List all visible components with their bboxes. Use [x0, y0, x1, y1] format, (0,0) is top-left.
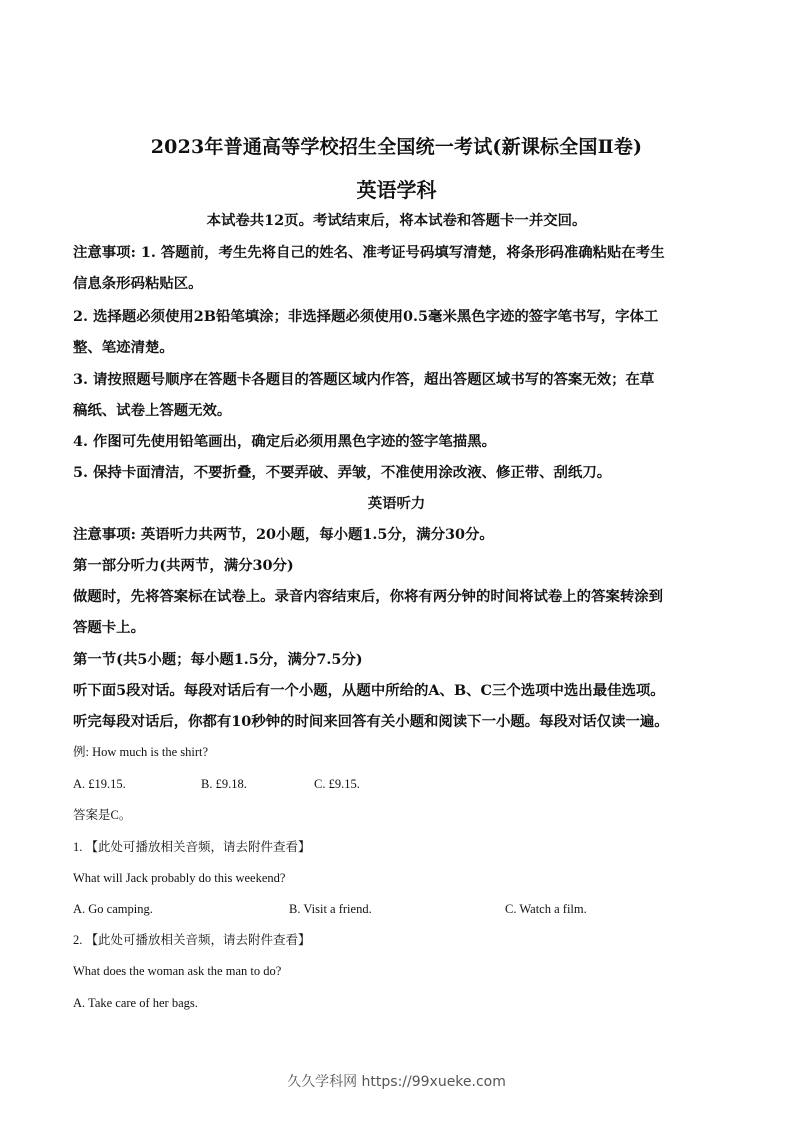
transfer-line-2: 答题卡上。	[73, 619, 145, 636]
note-4: 4. 作图可先使用铅笔画出，确定后必须用黑色字迹的签字笔描黑。	[73, 433, 496, 450]
question-2-audio-note: 2. 【此处可播放相关音频，请去附件查看】	[73, 933, 311, 947]
question-2-text: What does the woman ask the man to do?	[73, 964, 282, 978]
note-3-line-1: 3. 请按照题号顺序在答题卡各题目的答题区域内作答，超出答题区域书写的答案无效；在草	[73, 371, 655, 388]
listening-heading: 英语听力	[367, 495, 426, 512]
example-option-a: A. £19.15.	[73, 777, 126, 791]
listening-note: 注意事项: 英语听力共两节，20小题，每小题1.5分，满分30分。	[73, 526, 494, 543]
note-5: 5. 保持卡面清洁，不要折叠，不要弄破、弄皱，不准使用涂改液、修正带、刮纸刀。	[73, 464, 612, 481]
question-2-option-a: A. Take care of her bags.	[73, 996, 198, 1010]
part-1-heading: 第一部分听力(共两节，满分30分)	[73, 557, 294, 574]
directions-line-1: 听下面5段对话。每段对话后有一个小题，从题中所给的A、B、C三个选项中选出最佳选项。	[73, 682, 665, 699]
example-answer: 答案是C。	[73, 808, 132, 822]
exam-summary: 本试卷共12页。考试结束后，将本试卷和答题卡一并交回。	[206, 212, 587, 229]
note-2-line-1: 2. 选择题必须使用2B铅笔填涂；非选择题必须使用0.5毫米黑色字迹的签字笔书写，字体工	[73, 308, 659, 325]
section-1-heading: 第一节(共5小题；每小题1.5分，满分7.5分)	[73, 651, 363, 668]
example-option-c: C. £9.15.	[314, 777, 360, 791]
question-1-audio-note: 1. 【此处可播放相关音频，请去附件查看】	[73, 840, 311, 854]
note-1-line-2: 信息条形码粘贴区。	[73, 275, 203, 292]
note-2-line-2: 整、笔迹清楚。	[73, 339, 174, 356]
question-1-option-c: C. Watch a film.	[505, 902, 587, 916]
question-1-text: What will Jack probably do this weekend?	[73, 871, 286, 885]
subject-heading: 英语学科	[356, 178, 437, 202]
directions-line-2: 听完每段对话后，你都有10秒钟的时间来回答有关小题和阅读下一小题。每段对话仅读一遍。	[73, 713, 669, 730]
example-option-b: B. £9.18.	[201, 777, 247, 791]
note-1-line-1: 注意事项: 1. 答题前，考生先将自己的姓名、准考证号码填写清楚，将条形码准确粘贴在考生	[73, 244, 665, 261]
question-1-option-b: B. Visit a friend.	[289, 902, 372, 916]
exam-title: 2023年普通高等学校招生全国统一考试(新课标全国Ⅱ卷)	[150, 136, 643, 158]
footer-watermark: 久久学科网 https://99xueke.com	[287, 1074, 506, 1090]
transfer-line-1: 做题时，先将答案标在试卷上。录音内容结束后，你将有两分钟的时间将试卷上的答案转涂到	[73, 588, 664, 605]
note-3-line-2: 稿纸、试卷上答题无效。	[73, 402, 232, 419]
example-question: 例: How much is the shirt?	[73, 745, 209, 759]
question-1-option-a: A. Go camping.	[73, 902, 153, 916]
